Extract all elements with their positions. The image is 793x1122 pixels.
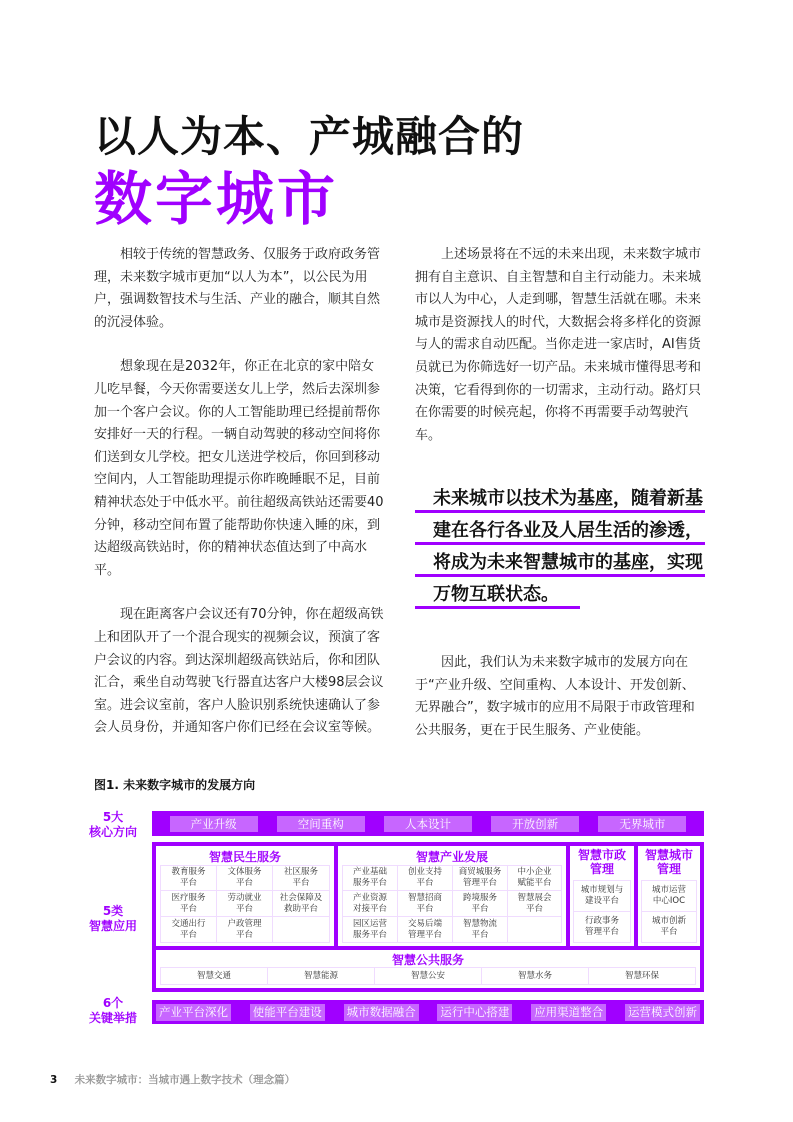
box-title: 智慧民生服务	[208, 850, 281, 864]
platform-cell: 文体服务 平台	[217, 866, 272, 890]
paragraph: 因此，我们认为未来数字城市的发展方向在于“产业升级、空间重构、人本设计、开发创新、无界融合”，数字城市的应用不局限于市政管理和公共服务，更在于民生服务、产业使能。	[415, 655, 695, 738]
platform-cell: 产业资源 对接平台	[343, 891, 397, 916]
platform-cell-empty	[273, 917, 329, 942]
platform-cell: 智慧招商 平台	[398, 891, 452, 916]
platform-cell: 跨境服务 平台	[453, 891, 507, 916]
box-title: 智慧城市 管理	[644, 848, 693, 876]
box-chanye	[338, 846, 566, 946]
right-column	[415, 244, 705, 469]
platform-cell: 交通出行 平台	[161, 917, 216, 942]
figure-title: 图1. 未来数字城市的发展方向	[94, 778, 256, 792]
measure-chip: 运行中心搭建	[437, 1004, 512, 1021]
page-number: 3	[50, 1074, 58, 1086]
platform-cell: 商贸城服务 管理平台	[453, 866, 507, 890]
box-title: 智慧产业发展	[415, 850, 488, 864]
direction-chip: 人本设计	[384, 816, 472, 832]
measure-chip: 应用渠道整合	[531, 1004, 606, 1021]
platform-cell: 行政事务 管理平台	[574, 912, 630, 942]
platform-cell: 城市规划与 建设平台	[574, 881, 630, 911]
platform-cell: 智慧能源	[268, 968, 374, 984]
box-minsheng	[156, 846, 334, 946]
platform-cell: 城市运营 中心IOC	[642, 881, 696, 911]
platform-cell: 教育服务 平台	[161, 866, 216, 890]
label-key-measures: 6个 关键举措	[88, 996, 137, 1025]
platform-cell: 智慧环保	[589, 968, 695, 984]
platform-cell: 社会保障及 救助平台	[273, 891, 329, 916]
direction-chip: 无界城市	[598, 816, 686, 832]
platform-cell: 园区运营 服务平台	[343, 917, 397, 942]
direction-chip: 产业升级	[170, 816, 258, 832]
platform-cell: 城市创新 平台	[642, 912, 696, 942]
paragraph: 现在距离客户会议还有70分钟，你在超级高铁上和团队开了一个混合现实的视频会议，预演了客户会议的内容。到达深圳超级高铁站后，你和团队汇合，乘坐自动驾驶飞行器直达客户大楼98层会议室。进会议室前，客户人脸识别系统快速确认了参会人员身份，并通知客户你们已经在会议室等候。	[94, 607, 384, 736]
platform-cell: 医疗服务 平台	[161, 891, 216, 916]
platform-cell: 创业支持 平台	[398, 866, 452, 890]
platform-cell: 智慧交通	[161, 968, 267, 984]
core-directions-bar	[152, 811, 704, 836]
label-smart-applications: 5类 智慧应用	[88, 904, 137, 933]
footer-text: 未来数字城市：当城市遇上数字技术（理念篇）	[74, 1074, 296, 1086]
smart-applications-panel	[152, 842, 704, 992]
platform-cell: 户政管理 平台	[217, 917, 272, 942]
page-title-line1: 以人为本、产城融合的	[94, 112, 525, 161]
page-title-line2: 数字城市	[94, 165, 339, 233]
platform-cell: 交易后端 管理平台	[398, 917, 452, 942]
platform-cell: 中小企业 赋能平台	[508, 866, 561, 890]
measure-chip: 产业平台深化	[156, 1004, 231, 1021]
box-chengshi	[638, 846, 700, 946]
box-shizheng	[570, 846, 634, 946]
measure-chip: 城市数据融合	[344, 1004, 419, 1021]
platform-cell: 劳动就业 平台	[217, 891, 272, 916]
page-footer	[50, 1072, 295, 1087]
paragraph: 上述场景将在不远的未来出现，未来数字城市拥有自主意识、自主智慧和自主行动能力。未来城市以人为中心，人走到哪，智慧生活就在哪。未来城市是资源找人的时代，大数据会将多样化的资源与人的需求自动匹配。当你走进一家店时，AI售货员就已为你筛选好一切产品。未来城市懂得思考和决策，它看得到你的一切需求，主动行动。路灯只在你需要的时候亮起，你将不再需要手动驾驶汽车。	[415, 247, 702, 443]
direction-chip: 空间重构	[277, 816, 365, 832]
measure-chip: 运营模式创新	[625, 1004, 700, 1021]
platform-cell: 产业基础 服务平台	[343, 866, 397, 890]
box-title: 智慧市政 管理	[577, 848, 626, 876]
direction-chip: 开放创新	[491, 816, 579, 832]
platform-cell-empty	[508, 917, 561, 942]
paragraph: 想象现在是2032年，你正在北京的家中陪女儿吃早餐，今天你需要送女儿上学，然后去深圳参加一个客户会议。你的人工智能助理已经提前帮你安排好一天的行程。一辆自动驾驶的移动空间将你们送到女儿学校。把女儿送进学校后，你回到移动空间内，人工智能助理提示你昨晚睡眠不足，目前精神状态处于中低水平。前往超级高铁站还需要40分钟，移动空间布置了能帮助你快速入睡的床，到达超级高铁站时，你的精神状态值达到了中高水平。	[94, 359, 384, 578]
box-gonggong	[156, 950, 700, 988]
platform-cell: 社区服务 平台	[273, 866, 329, 890]
measure-chip: 使能平台建设	[250, 1004, 325, 1021]
platform-cell: 智慧展会 平台	[508, 891, 561, 916]
left-column	[94, 244, 384, 762]
box-title: 智慧公共服务	[391, 953, 464, 967]
platform-cell: 智慧物流 平台	[453, 917, 507, 942]
paragraph: 相较于传统的智慧政务、仅服务于政府政务管理，未来数字城市更加“以人为本”，以公民为用户，强调数智技术与生活、产业的融合，顺其自然的沉浸体验。	[94, 247, 381, 330]
right-column-lower	[415, 652, 705, 764]
pull-quote: 未来城市以技术为基座，随着新基建在各行各业及人居生活的渗透，将成为未来智慧城市的基座，实现万物互联状态。	[433, 488, 703, 605]
key-measures-bar	[152, 1000, 704, 1024]
label-core-directions: 5大 核心方向	[88, 810, 137, 839]
platform-cell: 智慧水务	[482, 968, 588, 984]
platform-cell: 智慧公安	[375, 968, 481, 984]
